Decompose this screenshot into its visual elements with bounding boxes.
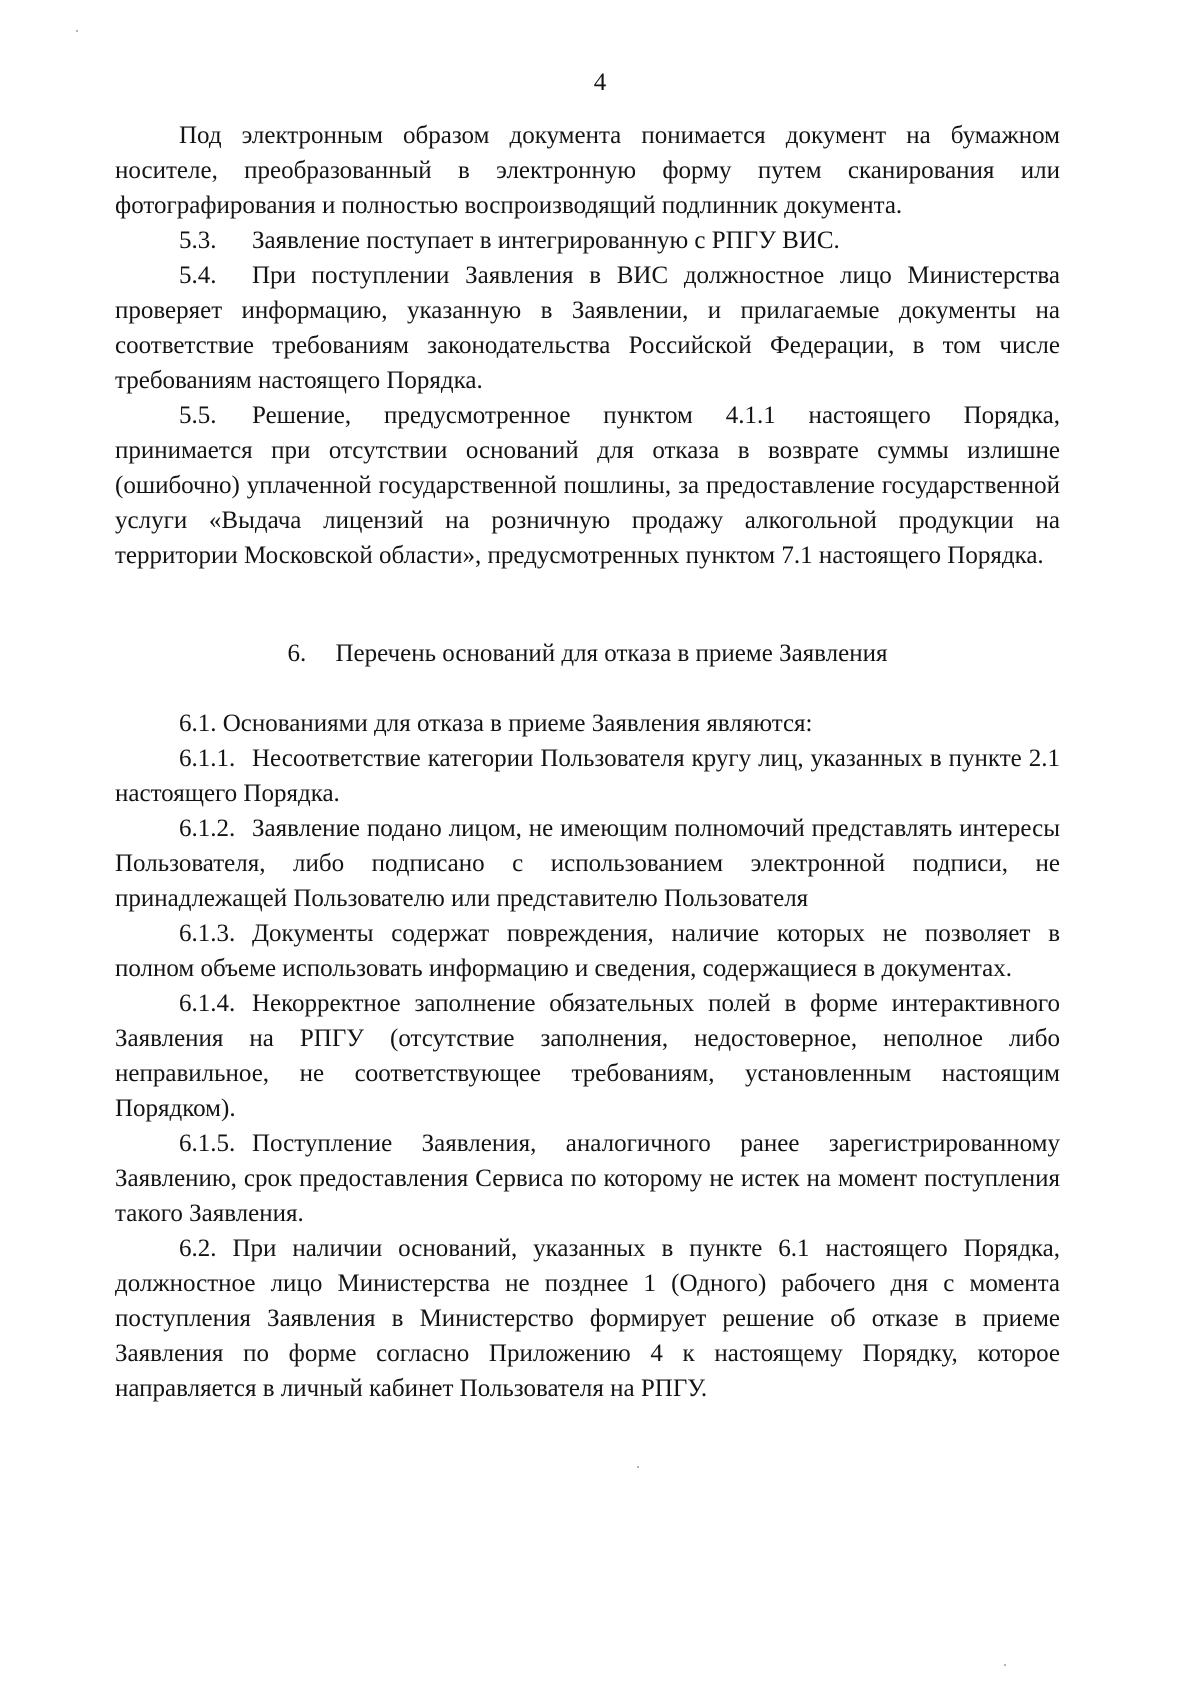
paragraph-6-2: 6.2. При наличии оснований, указанных в пункте 6.1 настоящего Порядка, должностное лицо Министерства не позднее 1 (Одного) рабочего дня с момента поступления Заявления в Министерство формирует решение об отказе в приеме Заявления по форме согласно Приложению 4 к настоящему Порядку, которое направляется в личный кабинет Пользователя на РПГУ.: [115, 1235, 1060, 1402]
paragraph-number: 6.1.5.: [179, 1130, 236, 1157]
scan-speck: [76, 30, 78, 32]
paragraph-6-1-4: [115, 986, 1060, 1126]
section-6-heading: [115, 636, 1060, 671]
section-number: 6.: [287, 640, 307, 667]
section-6-block: [115, 706, 1060, 1406]
paragraph-number: 6.1.2.: [179, 815, 236, 842]
paragraph-6-1-1: [115, 741, 1060, 811]
paragraph-number: 5.4.: [179, 262, 217, 289]
paragraph-5-3: [115, 223, 1060, 258]
section-6-heading-block: [115, 636, 1060, 671]
paragraph-6-1-2: [115, 811, 1060, 916]
paragraph-number: 6.1.4.: [179, 990, 236, 1017]
paragraph-text: Несоответствие категории Пользователя кругу лиц, указанных в пункте 2.1 настоящего Порядка.: [115, 745, 1060, 807]
paragraph-text: При поступлении Заявления в ВИС должностное лицо Министерства проверяет информацию, указанную в Заявлении, и прилагаемые документы на соответствие требованиям законодательства Российской Федерации, в том числе требованиям настоящего Порядка.: [115, 262, 1060, 394]
section-5-block: [115, 118, 1060, 573]
paragraph-text: Заявление поступает в интегрированную с РПГУ ВИС.: [252, 227, 840, 254]
paragraph-text: Заявление подано лицом, не имеющим полномочий представлять интересы Пользователя, либо подписано с использованием электронной подписи, не принадлежащей Пользователю или представителю Пользователя: [115, 815, 1060, 912]
electronic-image-paragraph: Под электронным образом документа понимается документ на бумажном носителе, преобразованный в электронную форму путем сканирования или фотографирования и полностью воспроизводящий подлинник документа.: [115, 122, 1060, 219]
paragraph-text: Документы содержат повреждения, наличие которых не позволяет в полном объеме использовать информацию и сведения, содержащиеся в документах.: [115, 920, 1060, 982]
paragraph-5-5: [115, 398, 1060, 573]
paragraph-text: Решение, предусмотренное пунктом 4.1.1 настоящего Порядка, принимается при отсутствии оснований для отказа в возврате суммы излишне (ошибочно) уплаченной государственной пошлины, за предоставление государственной услуги «Выдача лицензий на розничную продажу алкогольной продукции на территории Московской области», предусмотренных пунктом 7.1 настоящего Порядка.: [115, 402, 1060, 569]
scan-speck: [1004, 1664, 1006, 1666]
paragraph-text: Поступление Заявления, аналогичного ранее зарегистрированному Заявлению, срок предоставления Сервиса по которому не истек на момент поступления такого Заявления.: [115, 1130, 1060, 1227]
section-title: Перечень оснований для отказа в приеме Заявления: [335, 640, 888, 667]
paragraph-6-1: 6.1. Основаниями для отказа в приеме Заявления являются:: [179, 710, 813, 737]
paragraph-6-1-5: [115, 1126, 1060, 1231]
paragraph-number: 5.5.: [179, 402, 217, 429]
paragraph-5-4: [115, 258, 1060, 398]
paragraph-number: 6.1.3.: [179, 920, 236, 947]
paragraph-number: 6.1.1.: [179, 745, 236, 772]
paragraph-text: Некорректное заполнение обязательных полей в форме интерактивного Заявления на РПГУ (отсутствие заполнения, недостоверное, неполное либо неправильное, не соответствующее требованиям, установленным настоящим Порядком).: [115, 990, 1060, 1122]
paragraph-6-1-3: [115, 916, 1060, 986]
paragraph-number: 5.3.: [179, 227, 217, 254]
scan-speck: [637, 1466, 639, 1468]
page-number: 4: [593, 69, 607, 96]
